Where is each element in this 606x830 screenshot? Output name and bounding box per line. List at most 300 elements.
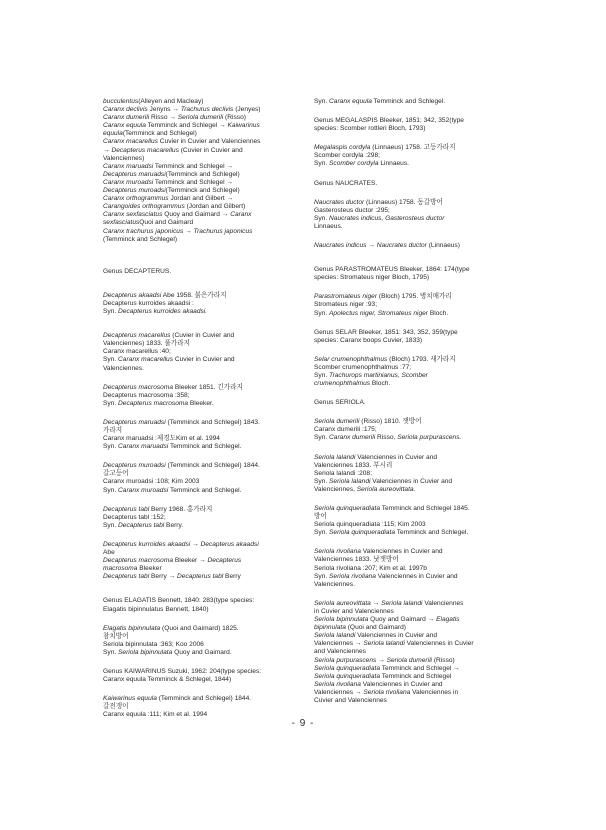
- text-line: [103, 260, 301, 268]
- text-line: [314, 380, 512, 388]
- text-line: [103, 106, 301, 114]
- entry-block: [103, 506, 301, 530]
- text-run: Bleeker 1851. 긴가라지: [173, 383, 243, 391]
- text-line: [103, 98, 301, 106]
- italic-taxon-text: Seriola lalandi: [314, 453, 356, 461]
- text-line: [103, 308, 301, 316]
- italic-taxon-text: Seriola lalandi: [363, 640, 405, 648]
- text-line: [103, 435, 301, 443]
- text-run: Syn.: [314, 371, 330, 379]
- entry-block: [314, 180, 512, 188]
- text-run: (Temminck and Schlegel): [165, 187, 240, 195]
- text-run: in Cuvier and Valenciennes: [314, 607, 394, 615]
- italic-taxon-text: Decapterus: [207, 557, 242, 565]
- italic-taxon-text: Trachurops martinianus, Scomber: [329, 371, 428, 379]
- text-line: [314, 648, 512, 656]
- text-run: Valenciennes): [103, 154, 145, 162]
- italic-taxon-text: Selar crumenophthalmus: [314, 355, 388, 363]
- italic-taxon-text: equula: [103, 130, 123, 138]
- text-run: Temminck and Schlegel 1845.: [380, 505, 470, 512]
- italic-taxon-text: Seriola lalandi: [381, 599, 423, 607]
- block-spacer: [314, 388, 512, 399]
- text-line: [103, 179, 301, 187]
- italic-taxon-text: Trachurus declivis: [180, 106, 234, 114]
- text-line: [103, 514, 301, 522]
- entry-block: [314, 454, 512, 494]
- text-run: (Quoi and Gaimard) 1825.: [160, 624, 239, 632]
- text-run: Genus DECAPTERUS.: [103, 267, 172, 275]
- text-line: [314, 160, 512, 168]
- text-run: →: [183, 227, 194, 235]
- italic-taxon-text: Seriola quinqueradiata: [314, 664, 380, 672]
- text-run: Bleeker.: [188, 399, 214, 407]
- text-line: [314, 180, 512, 188]
- text-run: and Valenciennes: [314, 648, 366, 656]
- text-line: [314, 364, 512, 372]
- text-run: Scomber cordyla :298;: [314, 152, 380, 160]
- text-run: Valenciennes 1833. 부시리: [314, 461, 393, 469]
- text-run: species: Stromateus niger Bloch, 1795): [314, 274, 430, 282]
- italic-taxon-text: Decapterus maruadsi: [103, 418, 166, 426]
- entry-block: [314, 266, 512, 282]
- text-line: [314, 673, 512, 681]
- block-spacer: [103, 530, 301, 541]
- text-line: [314, 144, 512, 152]
- text-line: [103, 597, 301, 605]
- entry-block: [314, 98, 512, 106]
- entry-block: [314, 399, 512, 407]
- italic-taxon-text: bucculentus: [103, 98, 139, 105]
- text-line: [314, 98, 512, 106]
- text-run: (Quoi and Gaimard): [345, 624, 407, 632]
- text-run: →: [370, 599, 382, 607]
- text-line: [103, 147, 301, 155]
- text-run: Valenciennes 1833. 낫잿방어: [314, 556, 399, 564]
- entry-block: [314, 418, 512, 442]
- text-line: [103, 695, 301, 703]
- block-spacer: [314, 443, 512, 454]
- text-line: [103, 625, 301, 633]
- left-text-column: [103, 98, 301, 719]
- text-run: Valenciennes.: [314, 580, 355, 588]
- text-line: [314, 681, 512, 689]
- italic-taxon-text: Caranx trachurus japonicus: [103, 227, 184, 235]
- text-run: Syn.: [103, 486, 119, 494]
- italic-taxon-text: Caranx muroadsi: [118, 486, 169, 494]
- italic-taxon-text: Caranx muroadsi: [103, 178, 154, 186]
- text-line: [314, 521, 512, 529]
- text-line: [103, 122, 301, 130]
- italic-taxon-text: Naucrates ductor: [376, 242, 427, 250]
- entry-block: [314, 505, 512, 537]
- block-spacer: [103, 408, 301, 419]
- italic-taxon-text: Decapterus macarellus: [111, 146, 179, 154]
- text-run: Temminck and Schlegel →: [380, 664, 460, 672]
- text-run: (Cuvier in Cuvier and: [178, 146, 243, 154]
- italic-taxon-text: Decapterus kurroides akaadsi.: [118, 308, 208, 316]
- text-line: [103, 300, 301, 308]
- text-line: [103, 130, 301, 138]
- italic-taxon-text: Seriola dumerili: [314, 418, 360, 426]
- text-run: Jenyns →: [147, 106, 181, 114]
- text-line: [314, 556, 512, 564]
- text-line: [314, 329, 512, 337]
- text-line: [314, 665, 512, 673]
- text-run: (Bloch) 1793. 새가라지: [387, 355, 456, 363]
- italic-taxon-text: Decapterus akaadsi: [200, 540, 259, 548]
- italic-taxon-text: Decapterus maruadsi: [103, 170, 166, 178]
- text-line: [314, 434, 512, 442]
- text-run: Temminck and Schlegel.: [168, 443, 242, 451]
- text-run: Bleeker: [137, 565, 162, 573]
- text-line: [103, 641, 301, 649]
- text-line: [314, 426, 512, 434]
- block-spacer: [314, 589, 512, 600]
- text-run: Quoy and Gaimard →: [368, 616, 437, 624]
- text-line: [103, 606, 301, 614]
- italic-taxon-text: Decapterus muroadsi: [103, 187, 166, 195]
- text-line: [103, 356, 301, 364]
- entry-block: [314, 329, 512, 345]
- text-run: Berry →: [149, 573, 178, 581]
- text-run: Elagatis bipinnulatus Bennett, 1840): [103, 605, 209, 613]
- text-run: Valenciennes in Cuvier: [404, 640, 474, 648]
- text-run: Berry.: [164, 521, 184, 529]
- text-run: 갈고등어: [103, 470, 129, 478]
- entry-block: [314, 293, 512, 317]
- text-run: Seriola rivoliana :207; Kim et al. 1997b: [314, 564, 427, 572]
- italic-taxon-text: Seriola aureovittata: [314, 599, 371, 607]
- block-spacer: [103, 684, 301, 695]
- block-spacer: [314, 282, 512, 293]
- entry-block: [314, 199, 512, 231]
- text-run: Syn.: [103, 308, 119, 316]
- text-run: Syn.: [314, 309, 330, 317]
- text-line: [314, 199, 512, 207]
- italic-taxon-text: Naucrates indicus: [314, 242, 367, 250]
- italic-taxon-text: Seriola rivoliana: [329, 572, 376, 580]
- block-spacer: [314, 318, 512, 329]
- text-line: [103, 384, 301, 392]
- italic-taxon-text: Caranx declivis: [103, 106, 148, 114]
- text-run: Valenciennes in Cuvier and: [355, 453, 438, 461]
- text-run: Abe: [103, 549, 115, 557]
- entry-block: [103, 292, 301, 316]
- italic-taxon-text: Seriola purpurascens.: [397, 434, 462, 442]
- text-run: Berry: [223, 573, 241, 581]
- text-line: [314, 608, 512, 616]
- text-line: [103, 427, 301, 435]
- text-line: [103, 633, 301, 641]
- text-run: (Temminck and Schlegel): [103, 235, 178, 243]
- text-run: →: [190, 540, 201, 548]
- text-line: [314, 372, 512, 380]
- text-line: [103, 676, 301, 684]
- text-run: 방어: [314, 513, 327, 521]
- italic-taxon-text: Decapterus akaadsi: [103, 291, 162, 299]
- text-line: [103, 400, 301, 408]
- text-run: Genus KAIWARINUS Suzuki, 1962: 204(type species:: [103, 667, 262, 675]
- text-run: Valenciennes) 1833. 풀가라지: [103, 340, 190, 348]
- text-line: [314, 624, 512, 632]
- text-run: (Linnaeus) 1758. 고등가라지: [370, 144, 456, 152]
- italic-taxon-text: Decapterus kurroides akaadsi: [103, 540, 191, 548]
- italic-taxon-text: Decapterus muroadsi: [103, 462, 166, 470]
- block-spacer: [314, 169, 512, 180]
- italic-taxon-text: Seriola quinqueradiata: [314, 505, 380, 512]
- text-line: [314, 418, 512, 426]
- italic-taxon-text: Apolectus niger, Stromateus niger: [329, 309, 428, 317]
- text-line: [103, 506, 301, 514]
- italic-taxon-text: Caranx dumerili: [329, 434, 376, 442]
- text-run: Seriola lalandi :208;: [314, 469, 372, 477]
- block-spacer: [103, 451, 301, 462]
- text-line: [103, 187, 301, 195]
- text-line: [103, 195, 301, 203]
- text-run: (Temminck and Schlegel): [165, 170, 240, 178]
- block-spacer: [314, 537, 512, 548]
- block-spacer: [103, 581, 301, 597]
- text-run: Genus SELAR Bleeker, 1851: 343, 352, 359(type: [314, 328, 458, 336]
- text-run: Valenciennes in Cuvier and: [360, 548, 443, 556]
- block-spacer: [103, 614, 301, 625]
- entry-block: [314, 600, 512, 705]
- text-run: →: [376, 656, 387, 664]
- text-run: (Bloch) 1795. 병치매가리: [377, 293, 452, 301]
- entry-block: [314, 548, 512, 588]
- text-run: Gasterosteus ductor :295;: [314, 206, 390, 214]
- text-line: [314, 565, 512, 573]
- right-text-column: [314, 98, 512, 705]
- italic-taxon-text: Caranx orthogrammus: [103, 195, 169, 203]
- text-line: [314, 223, 512, 231]
- text-line: [314, 215, 512, 223]
- italic-taxon-text: Seriola quinqueradiata: [329, 529, 396, 537]
- entry-block: [314, 242, 512, 250]
- italic-taxon-text: Caranx maruadsi: [118, 443, 169, 451]
- italic-taxon-text: Caranx equula: [103, 122, 146, 130]
- text-line: [103, 522, 301, 530]
- text-line: [314, 505, 512, 513]
- text-run: Temminck and Schlegel: [380, 672, 452, 680]
- text-line: [103, 219, 301, 227]
- entry-block: [103, 419, 301, 451]
- text-line: [103, 470, 301, 478]
- text-line: [103, 228, 301, 236]
- italic-taxon-text: Kaiwarinus: [227, 122, 260, 130]
- text-line: [103, 487, 301, 495]
- text-run: species: Caranx boops Cuvier, 1833): [314, 336, 423, 344]
- text-run: Syn.: [103, 648, 119, 656]
- text-run: Valenciennes in Cuvier and: [375, 572, 458, 580]
- entry-block: [103, 541, 301, 581]
- block-spacer: [314, 133, 512, 144]
- italic-taxon-text: bipinnulata: [314, 624, 346, 632]
- text-line: [314, 462, 512, 470]
- text-line: [314, 573, 512, 581]
- text-run: Caranx muroadsi :108; Kim 2003: [103, 478, 200, 486]
- italic-taxon-text: Decapterus tabl: [103, 505, 150, 513]
- text-line: [314, 356, 512, 364]
- italic-taxon-text: Decapterus tabl: [103, 573, 150, 581]
- text-run: Valenciennes: [422, 599, 464, 607]
- italic-taxon-text: Seriola quinqueradiata: [314, 672, 380, 680]
- text-run: Genus SERIOLA.: [314, 399, 366, 407]
- text-run: Temminck and Schlegel →: [153, 178, 233, 186]
- text-run: (Jordan and Gilbert): [184, 203, 246, 211]
- text-run: Caranx equula Temminck & Schlegel, 1844): [103, 676, 232, 684]
- italic-taxon-text: Seriola purpurascens: [314, 656, 377, 664]
- text-line: [103, 573, 301, 581]
- text-run: Valenciennes in: [410, 688, 459, 696]
- italic-taxon-text: Trachurus japonicus: [193, 227, 253, 235]
- text-run: Caranx maruadsi :제경도Kim et al. 1994: [103, 435, 220, 443]
- italic-taxon-text: Decapterus macrosoma: [103, 383, 173, 391]
- text-line: [103, 668, 301, 676]
- italic-taxon-text: Seriola rivoliana: [314, 680, 361, 688]
- italic-taxon-text: sexfasciatus: [103, 219, 140, 227]
- text-run: Syn.: [314, 434, 330, 442]
- text-run: 참치방어: [103, 632, 129, 640]
- text-run: Syn.: [103, 443, 119, 451]
- text-line: [314, 242, 512, 250]
- italic-taxon-text: crumenophthalmus: [314, 380, 371, 388]
- italic-taxon-text: Seriola rivoliana: [314, 548, 361, 556]
- text-line: [103, 565, 301, 573]
- italic-taxon-text: Caranx macarellus: [118, 356, 173, 364]
- italic-taxon-text: Seriola dumerili: [386, 656, 433, 664]
- text-line: [103, 462, 301, 470]
- text-run: Quoi and Gaimard: [139, 219, 194, 227]
- text-line: [314, 600, 512, 608]
- text-line: [103, 163, 301, 171]
- text-run: Syn.: [103, 399, 119, 407]
- italic-taxon-text: Seriola lalandi: [329, 477, 371, 485]
- text-run: Stromateus niger :93;: [314, 301, 378, 309]
- text-line: [103, 138, 301, 146]
- text-line: [103, 649, 301, 657]
- text-run: (Linnaeus): [426, 242, 460, 250]
- entry-block: [103, 384, 301, 408]
- text-run: Syn.: [314, 529, 330, 537]
- text-run: Syn.: [314, 98, 330, 105]
- text-run: Temminck and Schlegel.: [168, 486, 242, 494]
- text-line: [103, 541, 301, 549]
- italic-taxon-text: Seriola rivoliana: [363, 688, 411, 696]
- italic-taxon-text: Caranx equula: [329, 98, 372, 105]
- text-run: species: Scomber rottleri Bloch, 1793): [314, 125, 426, 133]
- text-run: (Temminck and Schlegel): [122, 130, 197, 138]
- text-run: Quoy and Gaimard →: [162, 211, 231, 219]
- text-run: Temminck and Schlegel.: [371, 98, 446, 105]
- text-line: [314, 632, 512, 640]
- italic-taxon-text: Kaiwarinus equula: [103, 695, 157, 703]
- text-run: (Alleyen and Macleay): [138, 98, 204, 105]
- entry-block: [314, 144, 512, 168]
- text-run: Valenciennes →: [314, 688, 364, 696]
- text-line: [103, 557, 301, 565]
- text-line: [103, 340, 301, 348]
- text-run: Caranx dumerili :175;: [314, 426, 377, 434]
- block-spacer: [314, 250, 512, 266]
- entry-block: [103, 462, 301, 494]
- block-spacer: [314, 106, 512, 117]
- text-run: Seriola quinqueradiata :115; Kim 2003: [314, 521, 426, 529]
- text-run: Genus MEGALASPIS Bleeker, 1851: 342, 352(type: [314, 117, 464, 125]
- italic-taxon-text: Megalaspis cordyla: [314, 144, 371, 152]
- text-run: Syn.: [314, 572, 330, 580]
- italic-taxon-text: Decapterus macrosoma: [118, 399, 189, 407]
- block-spacer: [103, 244, 301, 260]
- text-run: Caranx macarellus :40;: [103, 348, 171, 356]
- text-line: [314, 399, 512, 407]
- text-run: (Jenyes): [233, 106, 261, 114]
- text-run: Bleeker →: [173, 557, 208, 565]
- text-line: [314, 152, 512, 160]
- text-line: [314, 486, 512, 494]
- text-run: Risso →: [149, 114, 178, 122]
- text-line: [103, 171, 301, 179]
- text-line: [314, 117, 512, 125]
- block-spacer: [314, 231, 512, 242]
- text-run: (Risso): [223, 114, 246, 122]
- text-line: [314, 293, 512, 301]
- text-line: [103, 478, 301, 486]
- italic-taxon-text: Caranx macarellus: [103, 138, 158, 146]
- italic-taxon-text: Naucrates ductor: [314, 198, 365, 206]
- text-line: [314, 337, 512, 345]
- italic-taxon-text: Decapterus macrosoma: [103, 557, 173, 565]
- text-line: [314, 454, 512, 462]
- text-line: [314, 207, 512, 215]
- text-run: Abe 1958. 붉은가라지: [161, 291, 227, 299]
- text-line: [103, 419, 301, 427]
- italic-taxon-text: Seriola bipinnulata: [314, 616, 369, 624]
- text-line: [103, 203, 301, 211]
- text-line: [314, 478, 512, 486]
- text-run: Linnaeus.: [314, 222, 343, 230]
- italic-taxon-text: Seriola bipinnulata: [118, 648, 173, 656]
- text-run: Caranx equula :111; Kim et al. 1994: [103, 711, 208, 719]
- entry-block: [103, 260, 301, 276]
- text-line: [314, 125, 512, 133]
- text-run: Temminck and Schlegel.: [395, 529, 469, 537]
- text-run: (Risso): [432, 656, 455, 664]
- italic-taxon-text: Elagatis: [436, 616, 460, 624]
- text-line: [103, 549, 301, 557]
- text-run: Decapterus macrosoma :358;: [103, 391, 190, 399]
- text-run: Genus PARASTROMATEUS Bleeker, 1864: 174(type: [314, 266, 470, 274]
- italic-taxon-text: Caranx sexfasciatus: [103, 211, 163, 219]
- block-spacer: [314, 494, 512, 505]
- italic-taxon-text: Naucrates indicus, Gasterosteus ductor: [329, 214, 445, 222]
- text-run: Valenciennes in Cuvier and: [355, 632, 438, 640]
- entry-block: [103, 597, 301, 613]
- italic-taxon-text: Scomber cordyla: [329, 160, 379, 168]
- text-run: Syn.: [314, 214, 330, 222]
- text-run: →: [366, 242, 377, 250]
- text-line: [314, 310, 512, 318]
- text-line: [314, 657, 512, 665]
- text-line: [103, 155, 301, 163]
- entry-block: [103, 98, 301, 244]
- text-run: (Cuvier in Cuvier and: [170, 332, 235, 340]
- text-line: [103, 114, 301, 122]
- entry-block: [103, 332, 301, 372]
- page-number: - 9 -: [291, 718, 315, 729]
- italic-taxon-text: macrosoma: [103, 565, 138, 573]
- text-run: Scomber crumenophthalmus :77;: [314, 363, 412, 371]
